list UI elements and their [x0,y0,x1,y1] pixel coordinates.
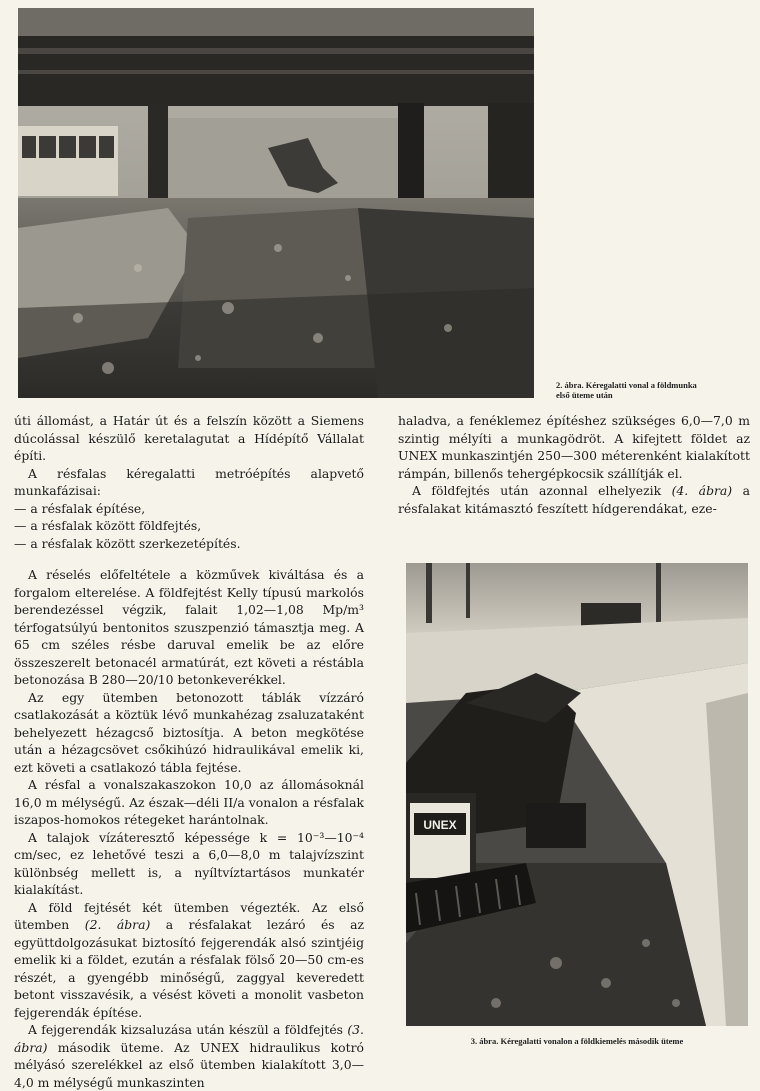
right-text-column [398,412,750,517]
figure-3-reference: (3. ábra) [14,1022,364,1055]
list-item: — a résfalak építése, [14,500,146,516]
intro-paragraph: úti állomást, a Határ út és a felszín között a Siemens dúcolással készülő keretalagutat a Hídépítő Vállalat építi. [14,413,364,463]
figure-2-caption-line1: 2. ábra. Kéregalatti vonal a földmunka [556,380,697,390]
figure-2-photo [18,8,534,398]
paragraph-continuation: haladva, a fenéklemez építéshez szükséges 6,0—7,0 m szintig mélyíti a munkagödröt. A kifejtett földet az UNEX munkaszintjén 250—300 méterenként kialakított rámpán, billenős tehergépkocsik szállítják el. [398,413,750,481]
figure-3-image [406,563,748,1026]
figure-2-caption [556,380,756,400]
left-text-column [14,412,364,1091]
figure-3-photo [406,563,748,1026]
figure-3-caption [406,1036,748,1046]
paragraph-wall-depth: A résfal a vonalszakaszokon 10,0 az állomásoknál 16,0 m mélységű. Az észak—déli II/a vonalon a résfalak iszapos-homokos rétegeket harántolnak. [14,777,364,827]
figure-2-image [18,8,534,398]
paragraph-bridge-beams: A földfejtés után azonnal elhelyezik (4. ábra) a résfalakat kitámasztó feszített hídgerendákat, eze- [398,483,751,516]
figure-3-caption-text: 3. ábra. Kéregalatti vonalon a földkiemelés második üteme [470,1036,684,1046]
figure-4-reference: (4. ábra) [671,483,733,498]
paragraph-first-phase: A föld fejtését két ütemben végezték. Az első ütemben (2. ábra) a résfalakat lezáró és az együttdolgozásukat biztosító fejgerendák alsó szintjéig emelik ki a földet, ezután a résfalak fölső 20—50 cm-es részét, a gyengébb minőségű, zaggyal keveredett betont visszavésik, a vésést követi a monolit vasbeton fejgerendák építése. [14,899,364,1020]
paragraph-joint-pipe: Az egy ütemben betonozott táblák vízzáró csatlakozását a köztük lévő munkahézag zsaluzataként behelyezett hézagcső biztosítja. A beton megkötése után a hézagcsövet csőkihúzó hidraulikával emelik ki, ezt követi a csatlakozó tábla fejtése. [14,689,364,775]
unex-label: UNEX [423,818,457,832]
paragraph-second-phase: A fejgerendák kizsaluzása után készül a földfejtés (3. ábra) második üteme. Az UNEX hidraulikus kotró mélyásó szerelékkel az első ütemben kialakított 3,0—4,0 m mélységű munkaszinten [14,1022,364,1090]
paragraph-work-phases: A résfalas kéregalatti metróépítés alapvető munkafázisai: [14,465,364,498]
work-phases-list [14,500,364,553]
list-item: — a résfalak között földfejtés, [14,518,202,533]
list-item: — a résfalak között szerkezetépítés. [14,535,241,551]
paragraph-permeability: A talajok vízáteresztő képessége k = 10⁻³—10⁻⁴ cm/sec, ez lehetővé teszi a 6,0—8,0 m talajvízszint különbség mellett is, a nyíltvíztartásos munkatér kialakítást. [14,829,364,897]
figure-2-caption-line2: első üteme után [556,390,613,400]
paragraph-slurry-wall: A réselés előfeltétele a közművek kiváltása és a forgalom elterelése. A földfejtést Kelly típusú markolós berendezéssel végzik, falait 1,02—1,08 Mp/m³ térfogatsúlyú bentonitos szuszpenzió támasztja meg. A 65 cm széles résbe daruval emelik be az előre összeszerelt betonacél armatúrát, ezt követi a réstábla betonozása B 280—20/10 betonkeverékkel. [14,567,364,687]
figure-2-reference: (2. ábra) [84,917,151,932]
